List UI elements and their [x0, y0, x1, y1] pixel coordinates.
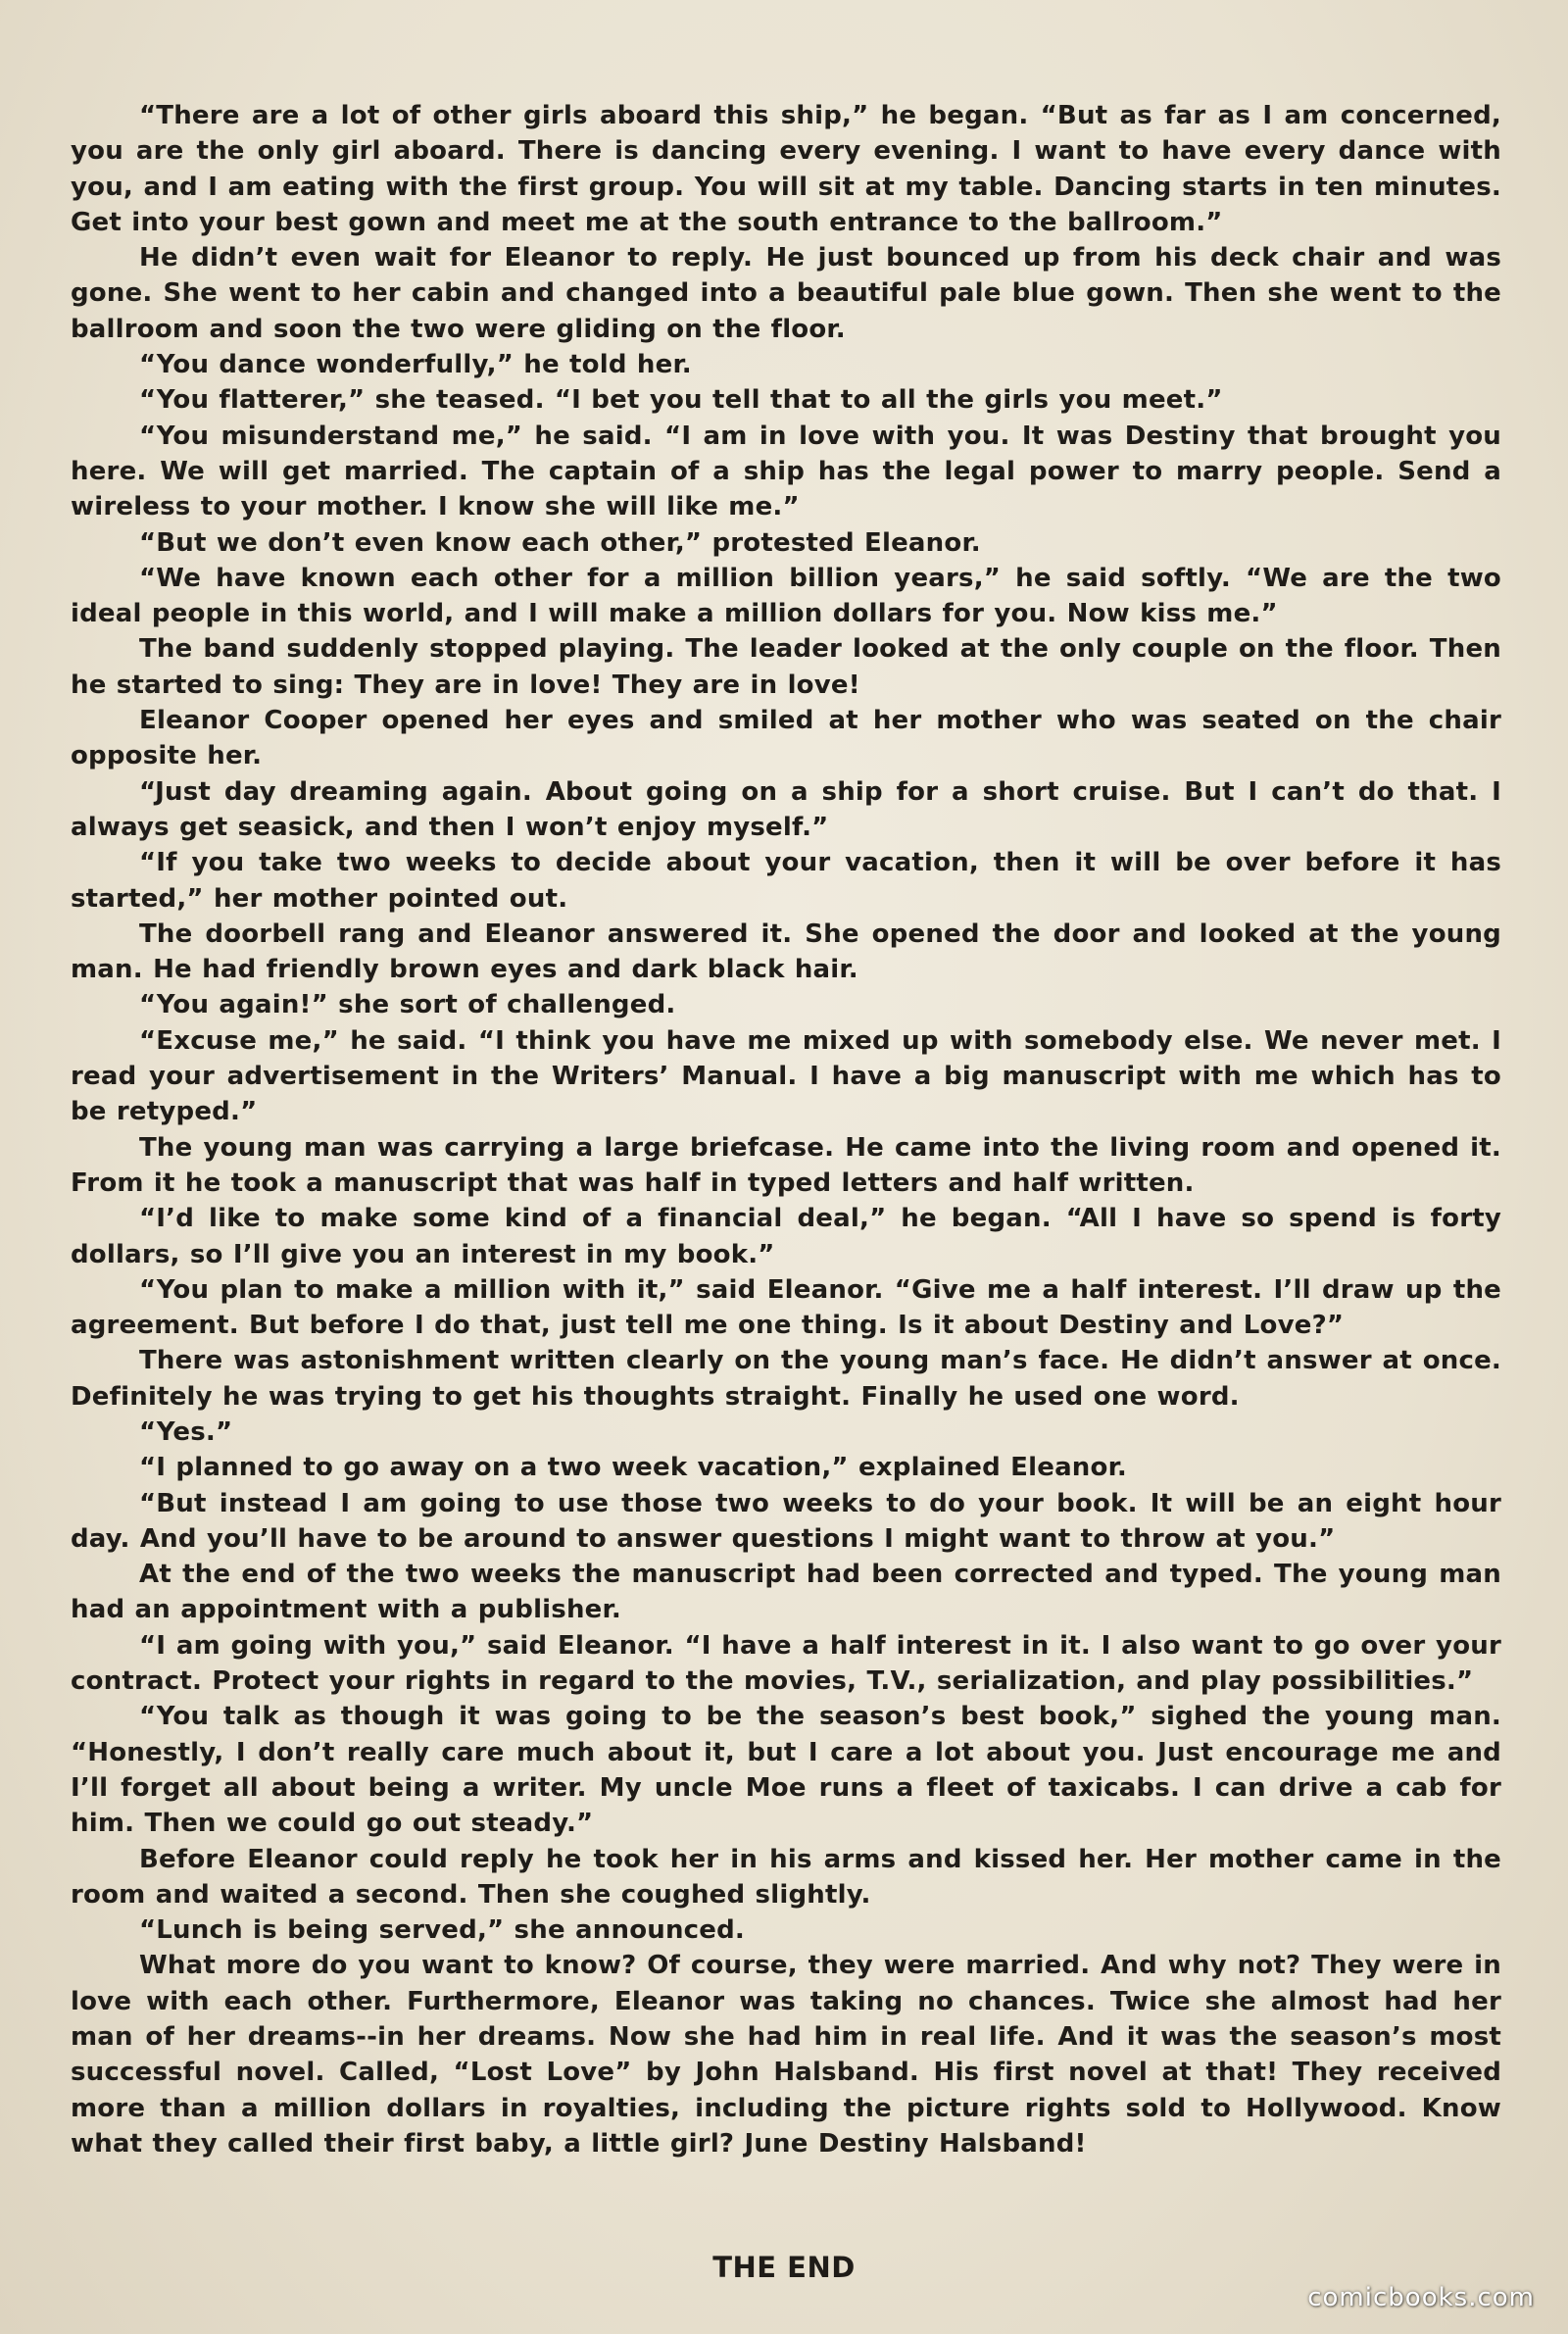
paragraph-4: “You flatterer,” she teased. “I bet you tell that to all the girls you meet.”: [139, 385, 1223, 416]
paragraph-3: “You dance wonderfully,” he told her.: [139, 350, 692, 380]
paragraph-2: He didn’t even wait for Eleanor to reply. He just bounced up from his deck chair and was gone. She went to her cabin and changed into a beautiful pale blue gown. Then she went to the ballroom and soon the two were gliding on the floor.: [71, 243, 1501, 344]
paragraph-1: “There are a lot of other girls aboard this ship,” he began. “But as far as I am concerned, you are the only girl aboard. There is dancing every evening. I want to have every dance with you, and I am eating with the first group. You will sit at my table. Dancing starts in ten minutes. Get into your best gown and meet me at the south entrance to the ballroom.”: [71, 101, 1501, 237]
paragraph-10: “Just day dreaming again. About going on a ship for a short cruise. But I can’t do that. I always get seasick, and then I won’t enjoy myself.”: [71, 776, 1501, 842]
paragraph-17: “You plan to make a million with it,” said Eleanor. “Give me a half interest. I’ll draw up the agreement. But before I do that, just tell me one thing. Is it about Destiny and Love?”: [71, 1274, 1501, 1341]
the-end-label: THE END: [712, 2251, 856, 2284]
paragraph-9: Eleanor Cooper opened her eyes and smiled at her mother who was seated on the chair opposite her.: [71, 706, 1501, 771]
paragraph-11: “If you take two weeks to decide about your vacation, then it will be over before it has started,” her mother pointed out.: [71, 848, 1501, 914]
paragraph-12: The doorbell rang and Eleanor answered it. She opened the door and looked at the young man. He had friendly brown eyes and dark black hair.: [71, 919, 1501, 985]
paragraph-25: Before Eleanor could reply he took her in his arms and kissed her. Her mother came in the room and waited a second. Then she coughed slightly.: [71, 1844, 1501, 1910]
paragraph-7: “We have known each other for a million billion years,” he said softly. “We are the two ideal people in this world, and I will make a million dollars for you. Now kiss me.”: [71, 563, 1501, 629]
paragraph-16: “I’d like to make some kind of a financial deal,” he began. “All I have so spend is forty dollars, so I’ll give you an interest in my book.”: [71, 1204, 1501, 1269]
paragraph-20: “I planned to go away on a two week vacation,” explained Eleanor.: [139, 1453, 1127, 1483]
watermark: comicbooks.com: [1307, 2283, 1535, 2312]
paragraph-6: “But we don’t even know each other,” protested Eleanor.: [139, 527, 981, 558]
paragraph-27: What more do you want to know? Of course, they were married. And why not? They were in love with each other. Furthermore, Eleanor was taking no chances. Twice she almost had her man of her dreams--in her dreams. Now she had him in real life. And it was the season’s most successful novel. Called, “Lost Love” by John Halsband. His first novel at that! They received more than a million dollars in royalties, including the picture rights sold to Hollywood. Know what they called their first baby, a little girl? June Destiny Halsband!: [71, 1951, 1501, 2159]
paragraph-22: At the end of the two weeks the manuscript had been corrected and typed. The young man had an appointment with a publisher.: [71, 1560, 1501, 1625]
paragraph-23: “I am going with you,” said Eleanor. “I have a half interest in it. I also want to go over your contract. Protect your rights in regard to the movies, T.V., serialization, and play possibilities.”: [71, 1630, 1501, 1697]
story-text: [71, 98, 1501, 2161]
paragraph-21: “But instead I am going to use those two weeks to do your book. It will be an eight hour day. And you’ll have to be around to answer questions I might want to throw at you.”: [71, 1488, 1501, 1554]
paragraph-24: “You talk as though it was going to be the season’s best book,” sighed the young man. “Honestly, I don’t really care much about it, but I care a lot about you. Just encourage me and I’ll forget all about being a writer. My uncle Moe runs a fleet of taxicabs. I can drive a cab for him. Then we could go out steady.”: [71, 1702, 1501, 1839]
paragraph-18: There was astonishment written clearly on the young man’s face. He didn’t answer at once. Definitely he was trying to get his thoughts straight. Finally he used one word.: [71, 1346, 1501, 1412]
paragraph-14: “Excuse me,” he said. “I think you have me mixed up with somebody else. We never met. I read your advertisement in the Writers’ Manual. I have a big manuscript with me which has to be retyped.”: [71, 1025, 1501, 1127]
paragraph-8: The band suddenly stopped playing. The leader looked at the only couple on the floor. Then he started to sing: They are in love! They are in love!: [71, 634, 1501, 700]
paragraph-13: “You again!” she sort of challenged.: [139, 990, 676, 1020]
paragraph-5: “You misunderstand me,” he said. “I am in love with you. It was Destiny that brought you here. We will get married. The captain of a ship has the legal power to marry people. Send a wireless to your mother. I know she will like me.”: [71, 421, 1501, 522]
paragraph-19: “Yes.”: [139, 1416, 233, 1447]
paragraph-15: The young man was carrying a large briefcase. He came into the living room and opened it. From it he took a manuscript that was half in typed letters and half written.: [71, 1132, 1501, 1198]
paragraph-26: “Lunch is being served,” she announced.: [139, 1915, 746, 1946]
